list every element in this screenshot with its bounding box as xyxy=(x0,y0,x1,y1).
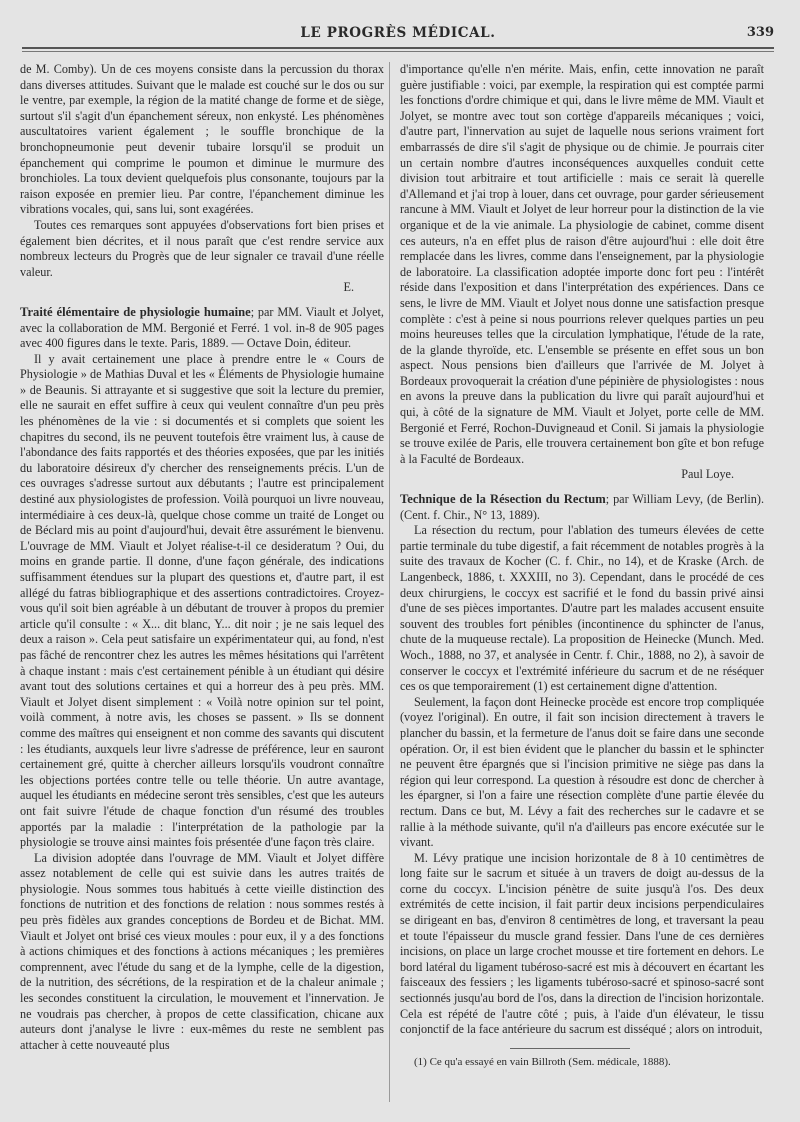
paragraph: de M. Comby). Un de ces moyens consiste dans la percussion du thorax dans diverses attitudes. Suivant que le malade est couché sur le dos ou sur le ventre, par exemple, la région de la matité change de forme et de siège, surtout s'il s'agit d'un épanchement séreux, non enkysté. Les phénomènes auscultatoires varient également ; le souffle bronchique de la bronchopneumonie peut devenir tubaire lorsqu'il se produit un épanchement qui comprime le poumon et diminue le murmure des bronchioles. La toux devient quelquefois plus consonante, toujours par la raison exposée en premier lieu. Par contre, l'épanchement diminue les vibrations vocales, qui, sans lui, sont exagérées. xyxy=(20,62,384,217)
footnote-rule xyxy=(510,1048,630,1049)
footnote: (1) Ce qu'a essayé en vain Billroth (Sem. médicale, 1888). xyxy=(414,1055,671,1068)
paragraph: La division adoptée dans l'ouvrage de MM. Viault et Jolyet diffère assez notablement de celle qui est suivie dans les autres traités de physiologie. Nous sommes tous habitués à cette vieille distinction des fonctions de nutrition et des fonctions de relation : nous sommes restés à peu près fidèles aux grandes conceptions de Bordeu et de Bichat. MM. Viault et Jolyet ont brisé ces vieux moules : pour eux, il y a des fonctions à actions chimiques et des fonctions à actions mécaniques ; les premières comprennent, avec l'étude du sang et de la lymphe, celle de la digestion, de la nutrition, des sécrétions, de la respiration et de la chaleur animale ; les secondes constituent la circulation, le mouvement et l'innervation. Je ne voudrais pas chercher, à propos de cette classification, chicane aux auteurs dont j'analyse le livre : eux-mêmes du reste ne semblent pas attacher à cette nouveauté plus xyxy=(20,850,384,1052)
paragraph: Toutes ces remarques sont appuyées d'observations fort bien prises et également bien décrites, et il nous paraît que c'est rendre service aux nombreux lecteurs du Progrès que de leur signaler ce travail d'une réelle valeur. E. xyxy=(20,217,384,295)
paragraph: La résection du rectum, pour l'ablation des tumeurs élevées de cette partie terminale du tube digestif, a fait récemment de notables progrès à la suite des travaux de Kocher (C. f. Chir., no 14), et de Kraske (Arch. de Langenbeck, 1886, t. XXXIII, no 3). Cependant, dans le procédé de ces deux chirurgiens, le coccyx est sacrifié et le fond du bassin privé ainsi d'une de ses pièces importantes. D'autre part les malades accusent ensuite souvent des troubles fort pénibles (incontinence du sphincter de l'anus, chute de la muqueuse rectale). La proposition de Heinecke (Munch. Med. Woch., 1888, no 37, et analysée in Centr. f. Chir., 1888, no 2), à savoir de conserver le coccyx et l'extrémité inférieure du sacrum et de ne réséquer ces os que temporairement (1) est certainement digne d'attention. xyxy=(400,523,764,694)
paragraph: d'importance qu'elle n'en mérite. Mais, enfin, cette innovation ne paraît guère justifiable : voici, par exemple, la respiration qui est comptée parmi les fonctions d'ordre chimique et qui, dans le livre même de MM. Viault et Jolyet, se montre avec tout son cortège d'appareils mécaniques ; voici, d'autre part, l'innervation au sujet de laquelle nous serions vraiment fort embarrassés de dire s'il s'agit de physique ou de chimie. Je pourrais citer un certain nombre d'autres inconséquences auxquelles conduit cette division tout arbitraire et tout artificielle : mais ce serait là querelle d'Allemand et j'ai trop à louer, dans cet ouvrage, pour garder sérieusement rancune à MM. Viault et Jolyet de leur horreur pour la distinction de la vie organique et de la vie animale. La physiologie de cabinet, comme disent ces auteurs, n'a en effet plus de raison d'être aujourd'hui : elle doit être remplacée dans les livres, comme dans l'enseignement, par la physiologie de laboratoire. La classification adoptée importe donc fort peu : l'intérêt réside dans l'exposition et dans l'interprétation des expériences. Dans ce sens, le livre de MM. Viault et Jolyet nous donne une satisfaction presque complète : c'est à peine si nous pourrions relever quelques parties un peu moins heureuses telles que la circulation lymphatique, l'étude de la rate, de la glande thyroïde, etc. L'ensemble se présente en effet sous un bon aspect. Nous pensions bien d'ailleurs que l'arrivée de M. Jolyet à Bordeaux provoquerait la création d'une pépinière de physiologistes : nous en avons la preuve dans la publication du livre qui paraît aujourd'hui et qui, à côté de la signature de MM. Viault et Jolyet, porte celle de MM. Bergonié et Ferré, Rochon-Duvigneaud et Conil. Si jamais la physiologie se trouve exilée de Paris, elle trouvera certainement bon gîte et bon refuge à la Faculté de Bordeaux. Paul Loye. xyxy=(400,62,764,482)
signature: Paul Loye. xyxy=(681,467,734,482)
signature: E. xyxy=(343,280,354,295)
column-divider xyxy=(389,62,390,1102)
article-heading xyxy=(400,492,764,523)
paragraph: M. Lévy pratique une incision horizontale de 8 à 10 centimètres de long faite sur le sacrum et située à un travers de doigt au-dessus de la corne du coccyx. L'incision pénètre de suite jusqu'à l'os. Des deux extrémités de cette incision, il fait partir deux incisions perpendiculaires se dirigeant en bas, d'environ 8 centimètres de long, et traversant la peau et toute l'épaisseur du muscle grand fessier. Dans l'une de ces dernières incisions, on place un large crochet mousse et tire fortement en dehors. Le bord latéral du ligament tubéroso-sacré est mis à découvert en écartant les faisceaux des fessiers ; les ligaments tubéroso-sacré et spinoso-sacré sont sectionnés jusqu'au bord de l'os, dans la direction de l'incision horizontale. Cela est répété de l'autre côté ; puis, à l'aide d'un élévateur, le tissu conjonctif de la face antérieure du sacrum est disséqué ; alors on introduit, xyxy=(400,850,764,1037)
page-number: 339 xyxy=(746,25,774,40)
header-rule xyxy=(22,47,774,49)
journal-title: LE PROGRÈS MÉDICAL. xyxy=(300,25,496,41)
article-title: Technique de la Résection du Rectum xyxy=(400,492,606,507)
right-column xyxy=(400,62,764,1102)
left-column xyxy=(20,62,384,1102)
header-rule-thin xyxy=(22,51,774,52)
paragraph: Il y avait certainement une place à prendre entre le « Cours de Physiologie » de Mathias Duval et les « Éléments de Physiologie humaine » de Beaunis. Si attrayante et si suggestive que soit la lecture du premier, elle ne saurait en effet suffire à ceux qui veulent connaître d'un peu près les phénomènes de la vie : si documentés et si complets que soient les chapitres du second, ils ne peuvent toutefois être vraiment lus, à cause de l'abondance des faits rapportés et des théories exposées, que par les initiés du laboratoire désireux d'y chercher des renseignements précis. L'un de ces ouvrages s'adresse surtout aux débutants ; l'autre est principalement destiné aux physiologistes de profession. Voilà pourquoi un livre nouveau, intermédiaire à ces deux-là, quelque chose comme un traité de Longet ou de Béclard mis au point d'aujourd'hui, devait être assurément le bienvenu. L'ouvrage de MM. Viault et Jolyet réalise-t-il ce desideratum ? Oui, du moins en grande partie. Il donne, d'une façon générale, des indications suffisamment étendues sur la plupart des questions et, d'autre part, il est allégé du fatras bibliographique et des assertions contradictoires. Croyez-vous qu'il soit bien agréable à un débutant de trouver à propos du premier article qu'il consulte : « X... dit blanc, Y... dit noir ; je ne sais lequel des deux a raison ». Cela peut satisfaire un expérimentateur qui, au fond, n'est pas fâché de rencontrer chez les autres les mêmes hésitations qui l'arrêtent à chaque instant : mais c'est certainement pénible à un étudiant qui désire avant tout des solutions certaines et qui a horreur des à peu près. MM. Viault et Jolyet disent simplement : « Voilà notre opinion sur tel point, voilà comment, à notre avis, les choses se passent. » Ils se donnent comme des maîtres qui enseignent et non comme des savants qui discutent : les étudiants, auxquels leur livre s'adresse de préférence, leur en sauront certainement gré, quitte à chercher ailleurs lorsqu'ils voudront connaître les objections portées contre telle ou telle théorie. Un autre avantage, auquel les étudiants en médecine seront très sensibles, c'est que les auteurs ont fait suivre l'étude de chaque fonction d'un résumé des troubles apportés par la maladie : l'interprétation de la pathologie par la physiologie se trouve ainsi maintes fois présentée d'une façon très claire. xyxy=(20,351,384,850)
paragraph: Seulement, la façon dont Heinecke procède est encore trop compliquée (voyez l'original). En outre, il fait son incision directement à travers le plancher du bassin, et la fermeture de l'anus doit se faire dans une seconde opération. Or, il est bien évident que le plancher du bassin et le sphincter ne peuvent être épargnés que si l'incision primitive ne siège pas dans la région qui leur correspond. La question à résoudre est donc de chercher à les épargner, si l'on a faire une résection complète d'une partie élevée du rectum. Dans ce but, M. Lévy a fait des recherches sur le cadavre et se rallie à la méthode suivante, qu'il n'a d'ailleurs pas encore exécutée sur le vivant. xyxy=(400,694,764,850)
review-heading xyxy=(20,305,384,352)
page-header xyxy=(22,22,774,46)
review-meta: ; par MM. Viault et Jolyet, avec la collaboration de MM. Bergonié et Ferré. 1 vol. in-8 de 905 pages avec 400 figures dans le texte. Paris, 1889. — Octave Doin, éditeur. xyxy=(20,304,384,351)
article-meta: ; par William Levy, (de Berlin). (Cent. f. Chir., N° 13, 1889). xyxy=(400,492,764,522)
review-title: Traité élémentaire de physiologie humaine xyxy=(20,304,251,319)
